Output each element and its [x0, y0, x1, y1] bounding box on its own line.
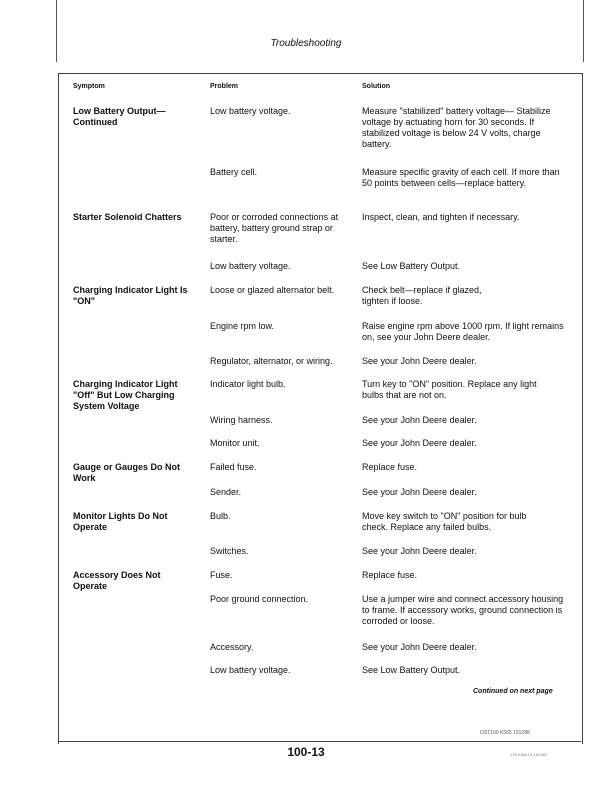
footer-rule — [58, 741, 581, 742]
problem-cell: Bulb. — [210, 511, 231, 521]
problem-cell: Low battery voltage. — [210, 665, 291, 675]
problem-cell: Poor or corroded connections at battery, battery ground strap or starter. — [210, 212, 339, 244]
solution-cell: See your John Deere dealer. — [362, 642, 477, 652]
symptom-cell: Gauge or Gauges Do Not Work — [73, 462, 181, 483]
symptom-cell: Charging Indicator Light "Off" But Low Charging System Voltage — [73, 379, 178, 411]
solution-cell: Raise engine rpm above 1000 rpm. If light remains on, see your John Deere dealer. — [362, 321, 564, 342]
problem-cell: Accessory. — [210, 642, 254, 652]
solution-cell: Replace fuse. — [362, 570, 418, 580]
solution-cell: Replace fuse. — [362, 462, 418, 472]
problem-cell: Battery cell. — [210, 167, 258, 177]
problem-cell: Loose or glazed alternator belt. — [210, 285, 335, 295]
solution-cell: See your John Deere dealer. — [362, 487, 477, 497]
problem-cell: Switches. — [210, 546, 249, 556]
print-code: 178.0166 13 161289 — [510, 752, 547, 757]
solution-cell: See your John Deere dealer. — [362, 438, 477, 448]
solution-cell: See your John Deere dealer. — [362, 415, 477, 425]
solution-cell: Measure "stabilized" battery voltage— Stabilize voltage by actuating horn for 30 seconds. If stabilized voltage is below 24 V volts, charge battery. — [362, 106, 551, 149]
problem-cell: Low battery voltage. — [210, 261, 291, 271]
symptom-cell: Accessory Does Not Operate — [73, 570, 161, 591]
symptom-cell: Starter Solenoid Chatters — [73, 212, 182, 222]
solution-cell: See your John Deere dealer. — [362, 546, 477, 556]
problem-cell: Low battery voltage. — [210, 106, 291, 116]
solution-cell: See Low Battery Output. — [362, 665, 461, 675]
solution-cell: See Low Battery Output. — [362, 261, 461, 271]
problem-cell: Regulator, alternator, or wiring. — [210, 356, 333, 366]
header-rule-left — [56, 0, 57, 62]
problem-cell: Indicator light bulb. — [210, 379, 286, 389]
solution-cell: Turn key to "ON" position. Replace any light bulbs that are not on. — [362, 379, 537, 400]
problem-cell: Monitor unit. — [210, 438, 260, 448]
problem-cell: Poor ground connection. — [210, 594, 309, 604]
solution-cell: Move key switch to "ON" position for bulb check. Replace any failed bulbs. — [362, 511, 527, 532]
solution-cell: See your John Deere dealer. — [362, 356, 477, 366]
page-header-title: Troubleshooting — [270, 38, 342, 49]
problem-cell: Engine rpm low. — [210, 321, 275, 331]
problem-cell: Fuse. — [210, 570, 233, 580]
column-header-solution: Solution — [362, 83, 390, 90]
solution-cell: Measure specific gravity of each cell. If more than 50 points between cells—replace battery. — [362, 167, 560, 188]
symptom-cell: Monitor Lights Do Not Operate — [73, 511, 168, 532]
header-rule-right — [583, 0, 584, 62]
solution-cell: Inspect, clean, and tighten if necessary. — [362, 212, 520, 222]
symptom-cell: Low Battery Output— Continued — [73, 106, 166, 127]
solution-cell: Use a jumper wire and connect accessory housing to frame. If accessory works, ground connection is corroded or loose. — [362, 594, 564, 626]
column-header-symptom: Symptom — [73, 83, 105, 90]
problem-cell: Failed fuse. — [210, 462, 257, 472]
page-number: 100-13 — [287, 745, 325, 759]
problem-cell: Sender. — [210, 487, 242, 497]
column-header-problem: Problem — [210, 83, 239, 90]
problem-cell: Wiring harness. — [210, 415, 273, 425]
continued-note: Continued on next page — [473, 688, 553, 695]
solution-cell: Check belt—replace if glazed, tighten if loose. — [362, 285, 482, 306]
symptom-cell: Charging Indicator Light Is "ON" — [73, 285, 188, 306]
document-code: OST100 K565 191288 — [480, 730, 530, 736]
